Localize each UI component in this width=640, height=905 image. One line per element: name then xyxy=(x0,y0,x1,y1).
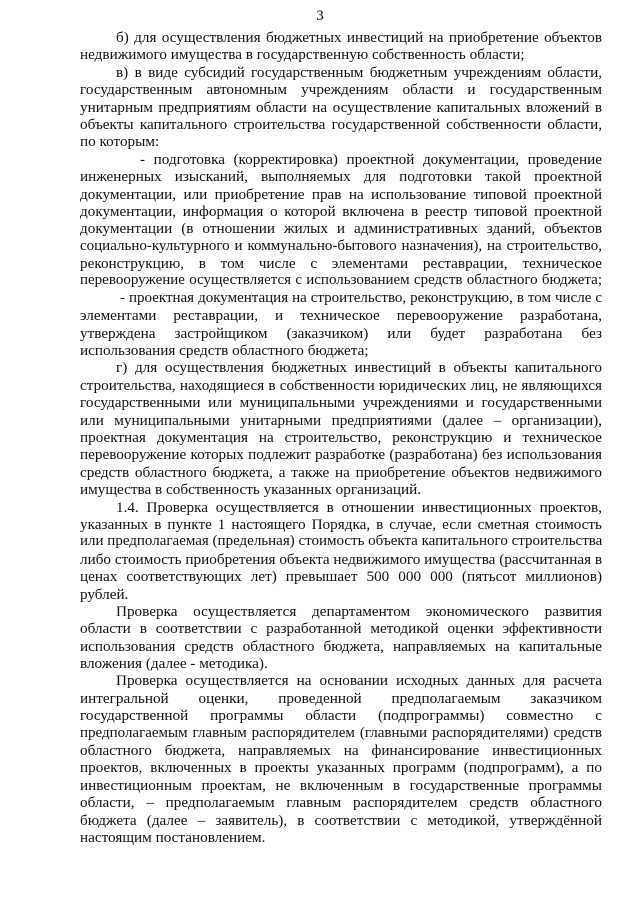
text-line: проектная документация на строительство, реконструкцию и техническое xyxy=(80,428,602,446)
text-line: документации, или приобретение прав на использование типовой проектной xyxy=(80,185,602,203)
text-line: перевооружение осуществляется с использованием средств областного бюджета; xyxy=(80,272,602,289)
text-line: - проектная документация на строительство, реконструкцию, в том числе с xyxy=(120,289,602,306)
text-line: области, – предполагаемым главным распорядителем средств областного xyxy=(80,794,602,812)
text-line: в) в виде субсидий государственным бюджетным учреждениям области, xyxy=(116,63,602,81)
text-line: или муниципальными унитарными предприятиями (далее – организации), xyxy=(80,411,602,429)
text-line: элементами реставрации, и техническое перевооружение разработана, xyxy=(80,307,602,325)
text-line: строительства, находящиеся в собственности юридических лиц, не являющихся xyxy=(80,376,602,394)
page-number: 3 xyxy=(316,8,324,24)
text-line: бюджета (далее – заявитель), в соответствии с методикой, утверждённой xyxy=(80,811,602,829)
text-line: областного бюджета, направляемых на финансирование инвестиционных xyxy=(80,742,602,760)
text-line: интегральной оценки, проведенной предполагаемым заказчиком xyxy=(80,689,602,707)
text-line: области в соответствии с разработанной методикой оценки эффективности xyxy=(80,620,602,638)
text-line: утверждена застройщиком (заказчиком) или будет разработана без xyxy=(80,324,602,342)
text-line: инвестиционным проектам, не включенным в государственные программы xyxy=(80,776,602,794)
text-line: недвижимого имущества в государственную собственность области; xyxy=(80,46,525,64)
text-line: реконструкцию, в том числе с элементами реставрации, техническое xyxy=(80,255,602,273)
text-line: проектов, включенных в проекты указанных программ (подпрограмм), а по xyxy=(80,759,602,777)
text-line: ценах соответствующих лет) превышает 500 000 000 (пятьсот миллионов) xyxy=(80,568,602,586)
text-line: или предполагаемая (предельная) стоимость объекта капитального строительства xyxy=(80,533,603,550)
text-line: имущества в собственность указанных организаций. xyxy=(80,481,421,499)
text-line: унитарным предприятиям области на осуществление капитальных вложений в xyxy=(80,98,602,116)
text-line: объекты капитального строительства государственной собственности области, xyxy=(80,115,602,133)
text-line: документации (в отношении жилых и административных зданий, объектов xyxy=(80,220,602,238)
text-line: инженерных изысканий, выполняемых для подготовки такой проектной xyxy=(80,168,602,186)
text-line: Проверка осуществляется на основании исходных данных для расчета xyxy=(116,672,602,690)
text-line: - подготовка (корректировка) проектной документации, проведение xyxy=(140,150,602,168)
text-line: средств областного бюджета, а также на приобретение объектов недвижимого xyxy=(80,463,602,481)
text-line: Проверка осуществляется департаментом экономического развития xyxy=(116,602,602,620)
text-line: социально-культурного и коммунально-бытового назначения), на строительство, xyxy=(80,237,602,254)
text-line: документации, информация о которой включена в реестр типовой проектной xyxy=(80,202,602,220)
text-line: перевооружение которых подлежит разработке (разработана) без использования xyxy=(80,446,602,464)
text-line: рублей. xyxy=(80,585,129,603)
text-line: предполагаемым главным распорядителем (главными распорядителями) средств xyxy=(80,724,602,741)
text-line: по которым: xyxy=(80,133,160,151)
text-line: г) для осуществления бюджетных инвестиций в объекты капитального xyxy=(116,359,602,377)
text-line: настоящим постановлением. xyxy=(80,828,266,846)
text-line: государственным автономным учреждениям области и государственным xyxy=(80,81,602,99)
text-line: б) для осуществления бюджетных инвестиций на приобретение объектов xyxy=(116,29,602,46)
text-line: указанных в пункте 1 настоящего Порядка, в случае, если сметная стоимость xyxy=(80,515,602,533)
text-line: 1.4. Проверка осуществляется в отношении инвестиционных проектов, xyxy=(116,498,602,516)
text-line: использования средств областного бюджета, направляемых на капитальные xyxy=(80,637,602,655)
text-line: использования средств областного бюджета; xyxy=(80,342,369,360)
text-line: государственными или муниципальными учреждениями и государственными xyxy=(80,394,602,412)
text-line: либо стоимость приобретения объекта недвижимого имущества (рассчитанная в xyxy=(80,550,603,568)
text-line: государственной программы области (подпрограммы) совместно с xyxy=(80,707,602,725)
text-line: вложения (далее - методика). xyxy=(80,655,268,673)
document-body xyxy=(80,29,602,846)
